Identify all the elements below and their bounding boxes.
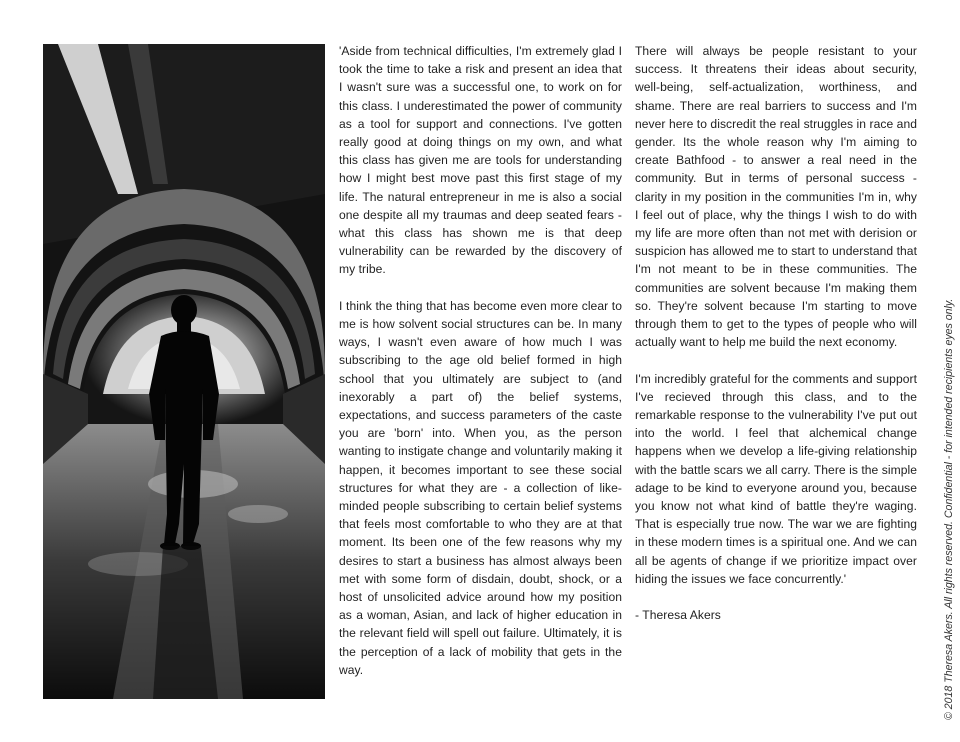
signature: - Theresa Akers (635, 608, 721, 623)
paragraph: 'Aside from technical difficulties, I'm extremely glad I took the time to take a risk and present an idea that I wasn't sure was a successful one, to work on for this class. I underestimated the power of community as a tool for support and connections. I've gotten really good at doing things on my own, and what this class has given me are tools for understanding how I might best move past this first stage of my life. The natural entrepreneur in me is also a social one despite all my traumas and deep seated fears - what this class has shown me is that deep vulnerability can be rewarded by the discovery of my tribe. (339, 44, 622, 277)
article-column-right (635, 42, 917, 624)
copyright-notice: © 2018 Theresa Akers. All rights reserved. Confidential - for intended recipients eyes only. (943, 298, 955, 720)
paragraph: I think the thing that has become even more clear to me is how solvent social structures can be. In many ways, I wasn't even aware of how much I was subscribing to the age old belief formed in high school that you ultimately are subject to (and inexorably a part of) the belief systems, expectations, and success parameters of the caste you are 'born' into. When you, as the person wanting to instigate change and voluntarily making it happen, it becomes important to see these social structures for what they are - a collection of like-minded people subscribing to certain belief systems that feels most comfortable to who they are at that moment. Its been one of the few reasons why my desires to start a business has almost always been met with some form of disdain, doubt, shock, or a host of unsolicited advice around how my position as a woman, Asian, and lack of higher education in the relevant field will spell out failure. Ultimately, it is the perception of a lack of mobility that gets in the way. (339, 298, 622, 677)
tunnel-silhouette-photo (43, 44, 325, 699)
article-column-left (339, 42, 622, 697)
paragraph: I'm incredibly grateful for the comments and support I've recieved through this class, and to the remarkable response to the vulnerability I've put out into the world. I feel that alchemical change happens when we develop a life-giving relationship with the battle scars we all carry. There is the simple adage to be kind to everyone around you, because you know not what kind of battle they're waging. That is especially true now. The war we are fighting in these modern times is a spiritual one. And we can all be agents of change if we prioritize impact over hiding the issues we face concurrently.' (635, 371, 917, 586)
paragraph: There will always be people resistant to your success. It threatens their ideas about security, well-being, self-actualization, worthiness, and shame. There are real barriers to success and I'm never here to discredit the real struggles in race and gender. Its the whole reason why I'm aiming to create Bathfood - to answer a real need in the community. But in terms of personal success - clarity in my position in the communities I'm in, why I feel out of place, why the things I wish to do with my life are more often than not met with derision or suspicion has allowed me to start to understand that I'm not meant to be in these communities. The communities are solvent because I'm making them so. They're solvent because I'm starting to move through them to get to the types of people who will actually want to help me build the next economy. (635, 44, 917, 350)
